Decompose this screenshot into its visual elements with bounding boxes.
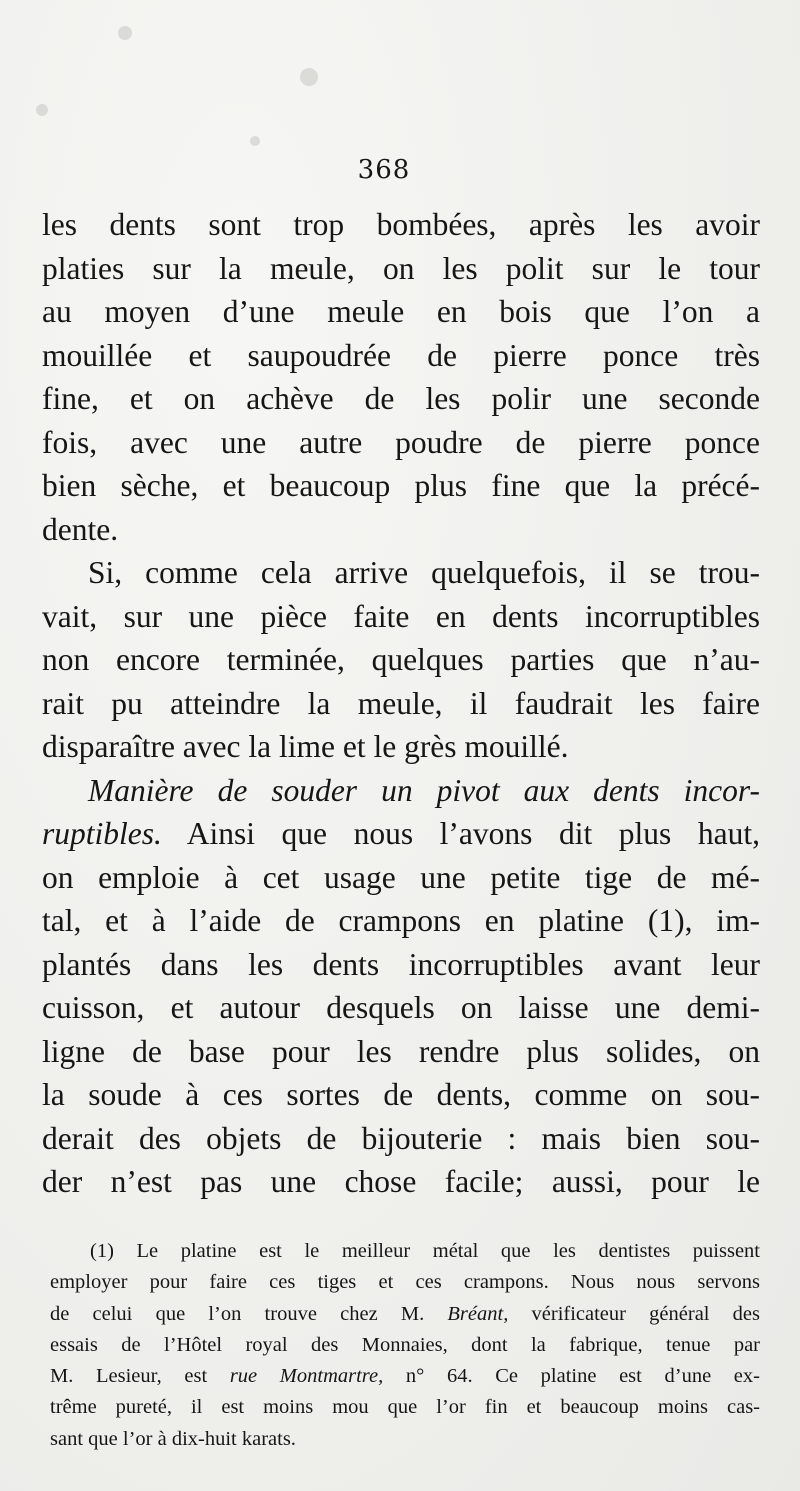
text-line: la soude à ces sortes de dents, comme on sou-	[42, 1077, 760, 1112]
text-fragment: vérificateur général des	[508, 1302, 760, 1325]
text-line: bien sèche, et beaucoup plus fine que la précé-	[42, 468, 760, 503]
text-line: non encore terminée, quelques parties que n’au-	[42, 642, 760, 677]
text-line: au moyen d’une meule en bois que l’on a	[42, 294, 760, 329]
text-line: dente.	[42, 511, 119, 547]
text-line: mouillée et saupoudrée de pierre ponce très	[42, 337, 760, 373]
text-fragment: M. Lesieur, est	[50, 1365, 230, 1388]
footnote-line	[50, 1299, 760, 1330]
text-line: tal, et à l’aide de crampons en platine (1), im-	[42, 903, 760, 938]
footnote-line: trême pureté, il est moins mou que l’or fin et beaucoup moins cas-	[50, 1396, 760, 1419]
section-heading-end: ruptibles.	[42, 816, 162, 851]
paper-stain	[118, 26, 132, 40]
text-line: plantés dans les dents incorruptibles avant leur	[42, 946, 760, 982]
footnote-line	[50, 1361, 760, 1392]
section-heading: Manière de souder un pivot aux dents incor-	[88, 772, 760, 808]
text-fragment: de celui que l’on trouve chez M.	[50, 1302, 448, 1325]
footnote-line: sant que l’or à dix-huit karats.	[50, 1427, 296, 1450]
text-line: fois, avec une autre poudre de pierre ponce	[42, 424, 760, 460]
text-line: der n’est pas une chose facile; aussi, pour le	[42, 1164, 760, 1199]
footnote-line: employer pour faire ces tiges et ces crampons. Nous nous servons	[50, 1271, 760, 1294]
text-line: vait, sur une pièce faite en dents incorruptibles	[42, 598, 760, 634]
text-line: rait pu atteindre la meule, il faudrait les faire	[42, 685, 760, 721]
paper-stain	[250, 136, 260, 146]
footnote-line: essais de l’Hôtel royal des Monnaies, dont la fabrique, tenue par	[50, 1333, 760, 1356]
text-line: fine, et on achève de les polir une seconde	[42, 381, 760, 416]
text-line	[42, 812, 760, 856]
paper-stain	[300, 68, 318, 86]
page-number: 368	[357, 155, 411, 185]
text-line: ligne de base pour les rendre plus solides, on	[42, 1033, 760, 1069]
text-line: cuisson, et autour desquels on laisse une demi-	[42, 990, 760, 1025]
text-line: les dents sont trop bombées, après les avoir	[42, 207, 760, 242]
footnote	[50, 1236, 760, 1455]
text-fragment: Ainsi que nous l’avons dit plus haut,	[161, 816, 760, 851]
text-fragment: n° 64. Ce platine est d’une ex-	[383, 1365, 760, 1388]
footnote-address: rue Montmartre,	[229, 1365, 384, 1388]
text-line: Si, comme cela arrive quelquefois, il se trou-	[88, 555, 760, 590]
text-line: derait des objets de bijouterie : mais bien sou-	[42, 1120, 760, 1156]
paper-stain	[36, 104, 48, 116]
footnote-name: Bréant,	[447, 1302, 509, 1325]
text-line: on emploie à cet usage une petite tige de mé-	[42, 859, 760, 895]
footnote-line: (1) Le platine est le meilleur métal que les dentistes puissent	[90, 1240, 760, 1262]
text-line: disparaître avec la lime et le grès mouillé.	[42, 729, 569, 764]
text-line: platies sur la meule, on les polit sur le tour	[42, 250, 760, 286]
body-text	[42, 203, 760, 1204]
